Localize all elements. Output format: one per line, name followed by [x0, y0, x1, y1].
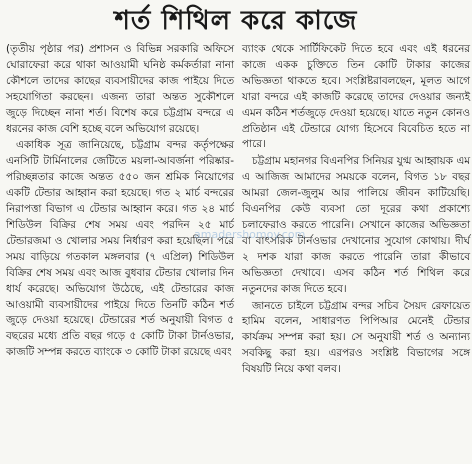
- headline: শর্ত শিথিল করে কাজে: [114, 6, 358, 36]
- article-paragraph: চট্টগ্রাম মহানগর বিএনপির সিনিয়র যুগ্ম আহ্বায়ক এম এ আজিজ আমাদের সময়কে বলেন, বিগত ১৮ বছর আমরা জেল-জুলুম আর পালিয়ে জীবন কাটিয়েছি। বিএনপির কেউ ব্যবসা তো দূরের কথা প্রকাশ্যে চলাফেরাও করতে পারেনি। সেখানে কাজের অভিজ্ঞতা বা বাৎসরিক টার্নওভার দেখানোর সুযোগ কোথায়। দীর্ঘ ২ দশক যারা কাজ করতে পারেনি তারা কীভাবে অভিজ্ঞতা দেখাবে। এসব কঠিন শর্ত শিথিল করে নতুনদের কাজ দিতে হবে।: [242, 155, 470, 295]
- article-paragraph: একাধিক সূত্র জানিয়েছে, চট্টগ্রাম বন্দর কর্তৃপক্ষের এনসিটি টার্মিনালের জেটিতে ময়লা-আবর্জনা পরিষ্কার-পরিচ্ছন্নতার কাজে অন্তত ৫৫০ জন শ্রমিক নিয়োগের একটি টেন্ডার আহ্বান করা হয়েছে। গত ২ মার্চ বন্দরের নিরাপত্তা বিভাগ এ টেন্ডার আহ্বান করে। গত ২৪ মার্চ শিডিউল বিক্রির শেষ সময় এবং পরদিন ২৫ মার্চ টেন্ডারজমা ও খোলার সময় নির্ধারণ করা হয়েছিল। পরে সময় বাড়িয়ে গতকাল মঙ্গলবার (৭ এপ্রিল) শিডিউল বিক্রির শেষ সময় এবং আজ বুধবার টেন্ডার খোলার দিন ধার্য করেছে। অভিযোগ উঠেছে, এই টেন্ডারের কাজ আওয়ামী ব্যবসায়ীদের পাইয়ে দিতে তিনটি কঠিন শর্ত জুড়ে দেওয়া হয়েছে। টেন্ডারের শর্ত অনুযায়ী বিগত ৫ বছরের মধ্যে প্রতি বছর গড়ে ৫ কোটি টাকা টার্নওভার, কাজটি সম্পন্ন করতে ব্যাংকে ৩ কোটি টাকা রয়েছে এবং: [6, 139, 234, 359]
- article-paragraph: জানতে চাইলে চট্টগ্রাম বন্দর সচিব সৈয়দ রেফায়েত হামিম বলেন, সাধারণত পিপিআর মেনেই টেন্ডার কার্যক্রম সম্পন্ন করা হয়। সে অনুযায়ী শর্ত ও অন্যান্য সবকিছু করা হয়। এরপরও সংশ্লিষ্ট বিভাগের সঙ্গে বিষয়টি নিয়ে কথা বলব।: [242, 299, 470, 376]
- article-column-left: [6, 42, 234, 362]
- article-column-right: [242, 42, 470, 379]
- watermark: amadershomoy.com: [194, 228, 306, 241]
- article-paragraph: (তৃতীয় পৃষ্ঠার পর) প্রশাসন ও বিভিন্ন সরকারি অফিসে ঘোরাফেরা করে থাকা আওয়ামী ঘনিষ্ঠ কর্মকর্তারা নানা কৌশলে তাদের কাছের ব্যবসায়ীদের কাজ পাইয়ে দিতে সহযোগিতা করছেন। এজন্য তারা অন্তত সুকৌশলে জুড়ে দিচ্ছেন নানা শর্ত। বিশেষ করে চট্টগ্রাম বন্দরে এ ধরনের কাজ বেশি হচ্ছে বলে অভিযোগ রয়েছে।: [6, 43, 234, 135]
- article-paragraph: ব্যাংক থেকে সার্টিফিকেট দিতে হবে এবং এই ধরনের কাজে একক চুক্তিতে তিন কোটি টাকার কাজের অভিজ্ঞতা থাকতে হবে। সংশ্লিষ্টরাবলছেন, মূলত আগে যারা বন্দরে এই কাজটি করেছে তাদের দেওয়ার জন্যই এমন কঠিন শর্তজুড়ে দেওয়া হয়েছে। যাতে নতুন কোনও প্রতিষ্ঠান এই টেন্ডারে যোগ্য হিসেবে বিবেচিত হতে না পারে।: [242, 43, 470, 151]
